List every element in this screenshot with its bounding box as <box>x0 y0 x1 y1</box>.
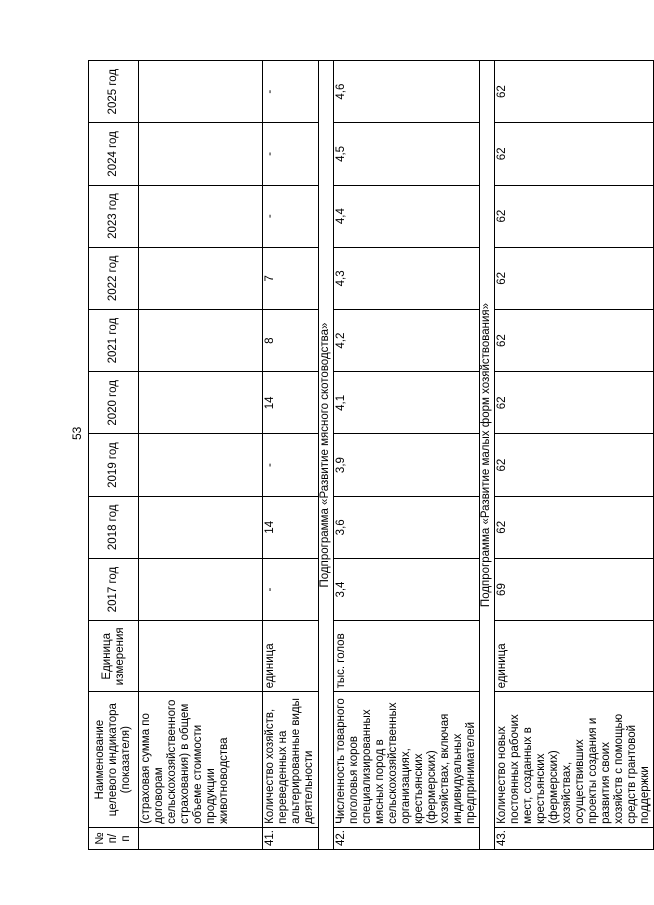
subprogram-row <box>319 61 334 850</box>
row-number: 43. <box>495 827 654 849</box>
indicator-name: (страховая сумма по договорам сельскохозяйственного страхования) в общем объеме стоимости продукции животноводства <box>139 692 263 828</box>
indicator-name: Численность товарного поголовья коров специализированных мясных пород в сельскохозяйственных организациях, крестьянских (фермерских) хозяйствах, включая индивидуальных предпринимателей <box>334 692 480 828</box>
value-cell: 3,9 <box>334 434 480 496</box>
value-cell: 14 <box>263 496 319 558</box>
value-cell <box>139 372 263 434</box>
value-cell: - <box>263 434 319 496</box>
value-cell: - <box>263 123 319 185</box>
value-cell: - <box>263 558 319 620</box>
row-number: 42. <box>334 827 480 849</box>
value-cell: 62 <box>495 247 654 309</box>
header-cell: 2020 год <box>89 372 139 434</box>
value-cell: 62 <box>495 434 654 496</box>
indicators-table <box>88 60 654 850</box>
value-cell: 4,1 <box>334 372 480 434</box>
value-cell <box>139 123 263 185</box>
header-cell: 2017 год <box>89 558 139 620</box>
table-row <box>139 61 263 850</box>
indicator-name: Количество хозяйств, переведенных на альтерированные виды деятельности <box>263 692 319 828</box>
header-cell: № п/п <box>89 827 139 849</box>
row-number: 41. <box>263 827 319 849</box>
row-number <box>139 827 263 849</box>
value-cell: 4,6 <box>334 61 480 123</box>
indicator-name: Количество новых постоянных рабочих мест, созданных в крестьянских (фермерских) хозяйствах, осуществивших проекты создания и развития своих хозяйств с помощью средств грантовой поддержки <box>495 692 654 828</box>
value-cell: 62 <box>495 372 654 434</box>
unit-cell: единица <box>263 621 319 692</box>
header-cell: 2022 год <box>89 247 139 309</box>
value-cell: - <box>263 185 319 247</box>
table-row <box>263 61 319 850</box>
value-cell: 8 <box>263 309 319 371</box>
table-header-row <box>89 61 139 850</box>
value-cell: 62 <box>495 61 654 123</box>
page-number: 53 <box>70 426 84 440</box>
header-cell: Наименование целевого индикатора (показателя) <box>89 692 139 828</box>
table-row <box>334 61 480 850</box>
value-cell: 4,5 <box>334 123 480 185</box>
subprogram-row <box>480 61 495 850</box>
value-cell <box>139 247 263 309</box>
value-cell <box>139 309 263 371</box>
table-row <box>495 61 654 850</box>
value-cell: 7 <box>263 247 319 309</box>
value-cell: 3,4 <box>334 558 480 620</box>
value-cell: 4,3 <box>334 247 480 309</box>
value-cell: 62 <box>495 309 654 371</box>
unit-cell <box>139 621 263 692</box>
value-cell <box>139 185 263 247</box>
header-cell: 2024 год <box>89 123 139 185</box>
value-cell: 69 <box>495 558 654 620</box>
value-cell: 14 <box>263 372 319 434</box>
subprogram-title: Подпрограмма «Развитие малых форм хозяйствования» <box>480 61 495 850</box>
header-cell: 2019 год <box>89 434 139 496</box>
header-cell: 2018 год <box>89 496 139 558</box>
header-cell: 2025 год <box>89 61 139 123</box>
value-cell <box>139 496 263 558</box>
value-cell <box>139 434 263 496</box>
header-cell: 2021 год <box>89 309 139 371</box>
value-cell <box>139 61 263 123</box>
value-cell: - <box>263 61 319 123</box>
value-cell: 3,6 <box>334 496 480 558</box>
value-cell: 4,4 <box>334 185 480 247</box>
header-cell: Единица измерения <box>89 621 139 692</box>
value-cell: 62 <box>495 496 654 558</box>
unit-cell: единица <box>495 621 654 692</box>
value-cell <box>139 558 263 620</box>
header-cell: 2023 год <box>89 185 139 247</box>
value-cell: 4,2 <box>334 309 480 371</box>
rotated-page-content <box>88 60 651 850</box>
value-cell: 62 <box>495 185 654 247</box>
subprogram-title: Подпрограмма «Развитие мясного скотоводства» <box>319 61 334 850</box>
unit-cell: тыс. голов <box>334 621 480 692</box>
value-cell: 62 <box>495 123 654 185</box>
